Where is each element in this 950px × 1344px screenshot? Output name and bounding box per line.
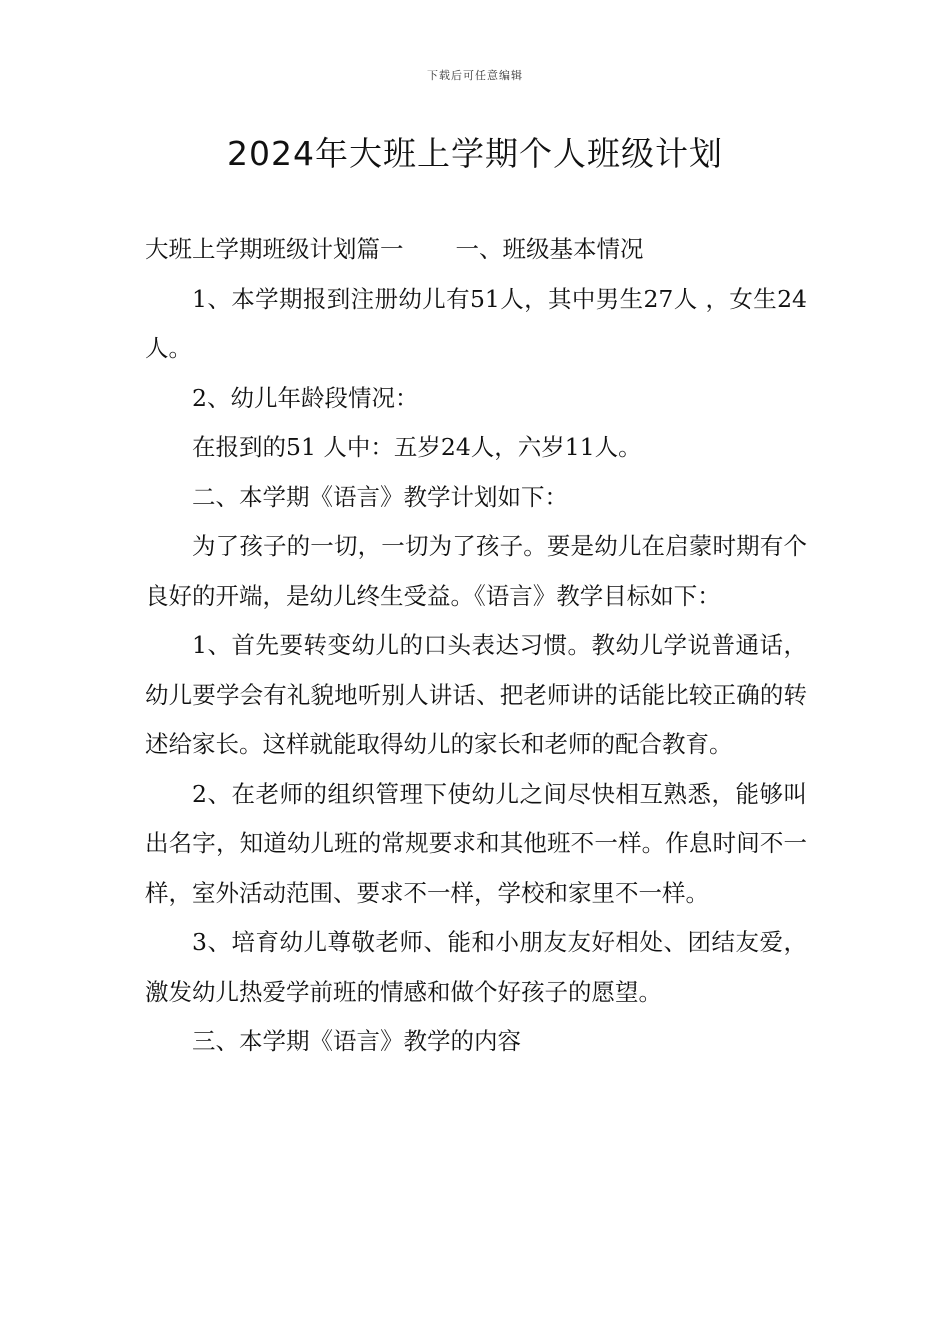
intro-line xyxy=(145,225,807,275)
paragraph: 在报到的51 人中：五岁24人，六岁11人。 xyxy=(192,433,642,461)
header-note: 下载后可任意编辑 xyxy=(427,69,523,82)
paragraph: 为了孩子的一切，一切为了孩子。要是幼儿在启蒙时期有个良好的开端，是幼儿终生受益。《语言》教学目标如下： xyxy=(145,532,807,610)
paragraph: 3、培育幼儿尊敬老师、能和小朋友友好相处、团结友爱，激发幼儿热爱学前班的情感和做个好孩子的愿望。 xyxy=(145,928,807,1006)
section-heading: 三、本学期《语言》教学的内容 xyxy=(192,1027,521,1055)
paragraph: 2、幼儿年龄段情况： xyxy=(192,383,419,412)
section-heading: 二、本学期《语言》教学计划如下： xyxy=(192,482,568,511)
intro-part-2: 一、班级基本情况 xyxy=(455,235,644,263)
paragraph: 1、本学期报到注册幼儿有51人，其中男生27人 ，女生24人。 xyxy=(145,284,807,362)
paragraph: 1、首先要转变幼儿的口头表达习惯。教幼儿学说普通话，幼儿要学会有礼貌地听别人讲话、把老师讲的话能比较正确的转述给家长。这样就能取得幼儿的家长和老师的配合教育。 xyxy=(145,631,807,758)
paragraph: 2、在老师的组织管理下使幼儿之间尽快相互熟悉，能够叫出名字，知道幼儿班的常规要求和其他班不一样。作息时间不一样，室外活动范围、要求不一样，学校和家里不一样。 xyxy=(145,779,807,907)
document-body xyxy=(145,225,807,1067)
intro-part-1: 大班上学期班级计划篇一 xyxy=(145,235,404,263)
document-title: 2024年大班上学期个人班级计划 xyxy=(227,134,723,173)
